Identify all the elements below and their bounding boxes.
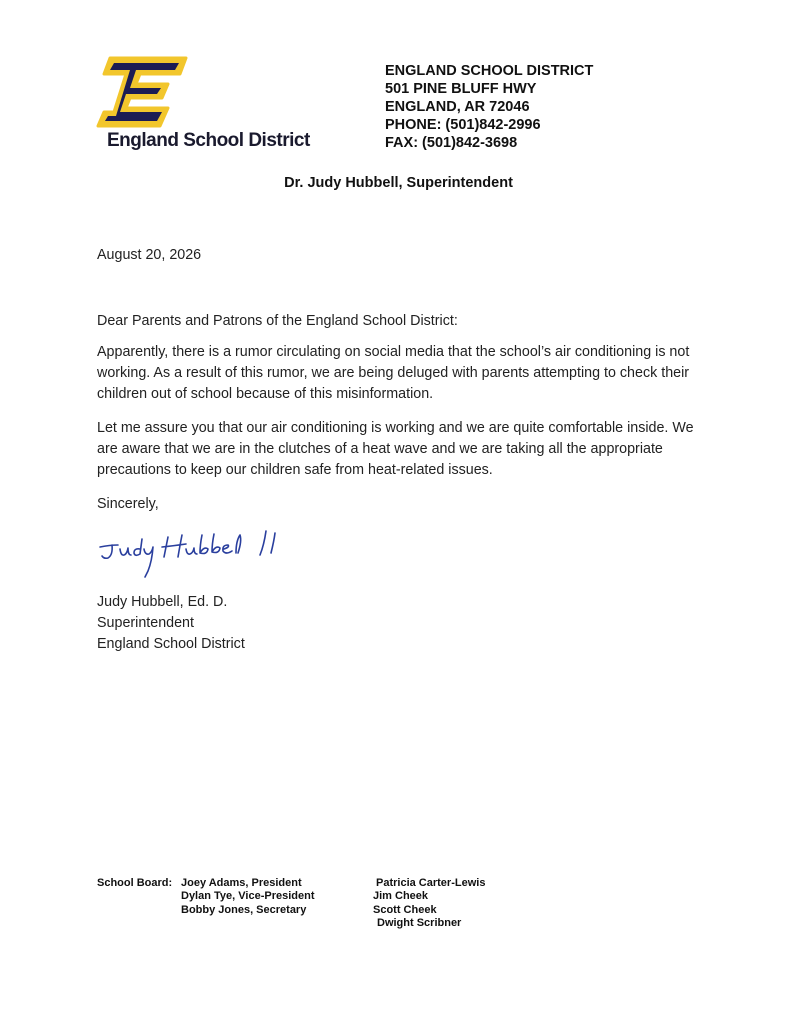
signer-organization: England School District [97, 636, 245, 652]
board-member: Joey Adams, President [181, 877, 302, 889]
district-logo-text: England School District [107, 130, 310, 151]
address-line: 501 PINE BLUFF HWY [385, 81, 537, 97]
board-member: Dwight Scribner [377, 917, 462, 930]
letter-date: August 20, 2026 [97, 247, 202, 263]
school-board-label: School Board: [97, 877, 173, 889]
handwritten-signature [96, 527, 276, 583]
signature-block [97, 592, 245, 655]
board-member: Bobby Jones, Secretary [181, 903, 307, 916]
district-logo [96, 56, 188, 128]
body-paragraph: Let me assure you that our air conditioning is working and we are quite comfortable inside. We are aware that we are in the clutches of a heat wave and we are taking all the appropriate precautions to keep our children safe from heat-related issues. [97, 420, 694, 478]
fax-line: FAX: (501)842-3698 [385, 135, 518, 151]
salutation: Dear Parents and Patrons of the England School District: [97, 313, 458, 329]
letterhead-address [385, 62, 593, 152]
board-member: Dylan Tye, Vice-President [181, 890, 315, 903]
board-member: Scott Cheek [373, 903, 437, 916]
board-member: Patricia Carter-Lewis [376, 877, 486, 889]
school-board-column [181, 877, 314, 917]
address-line: ENGLAND, AR 72046 [385, 99, 530, 115]
phone-line: PHONE: (501)842-2996 [385, 117, 541, 133]
signer-name: Judy Hubbell, Ed. D. [97, 594, 228, 610]
body-paragraph: Apparently, there is a rumor circulating on social media that the school’s air conditioning is not working. As a result of this rumor, we are being deluged with parents attempting to check their children out of school because of this misinformation. [97, 344, 690, 402]
school-board-column [373, 877, 485, 931]
address-line: ENGLAND SCHOOL DISTRICT [385, 63, 594, 79]
board-member: Jim Cheek [373, 890, 429, 903]
district-logo-e-icon [96, 56, 188, 128]
signer-title: Superintendent [97, 615, 194, 631]
closing: Sincerely, [97, 496, 159, 512]
superintendent-heading: Dr. Judy Hubbell, Superintendent [284, 175, 513, 191]
